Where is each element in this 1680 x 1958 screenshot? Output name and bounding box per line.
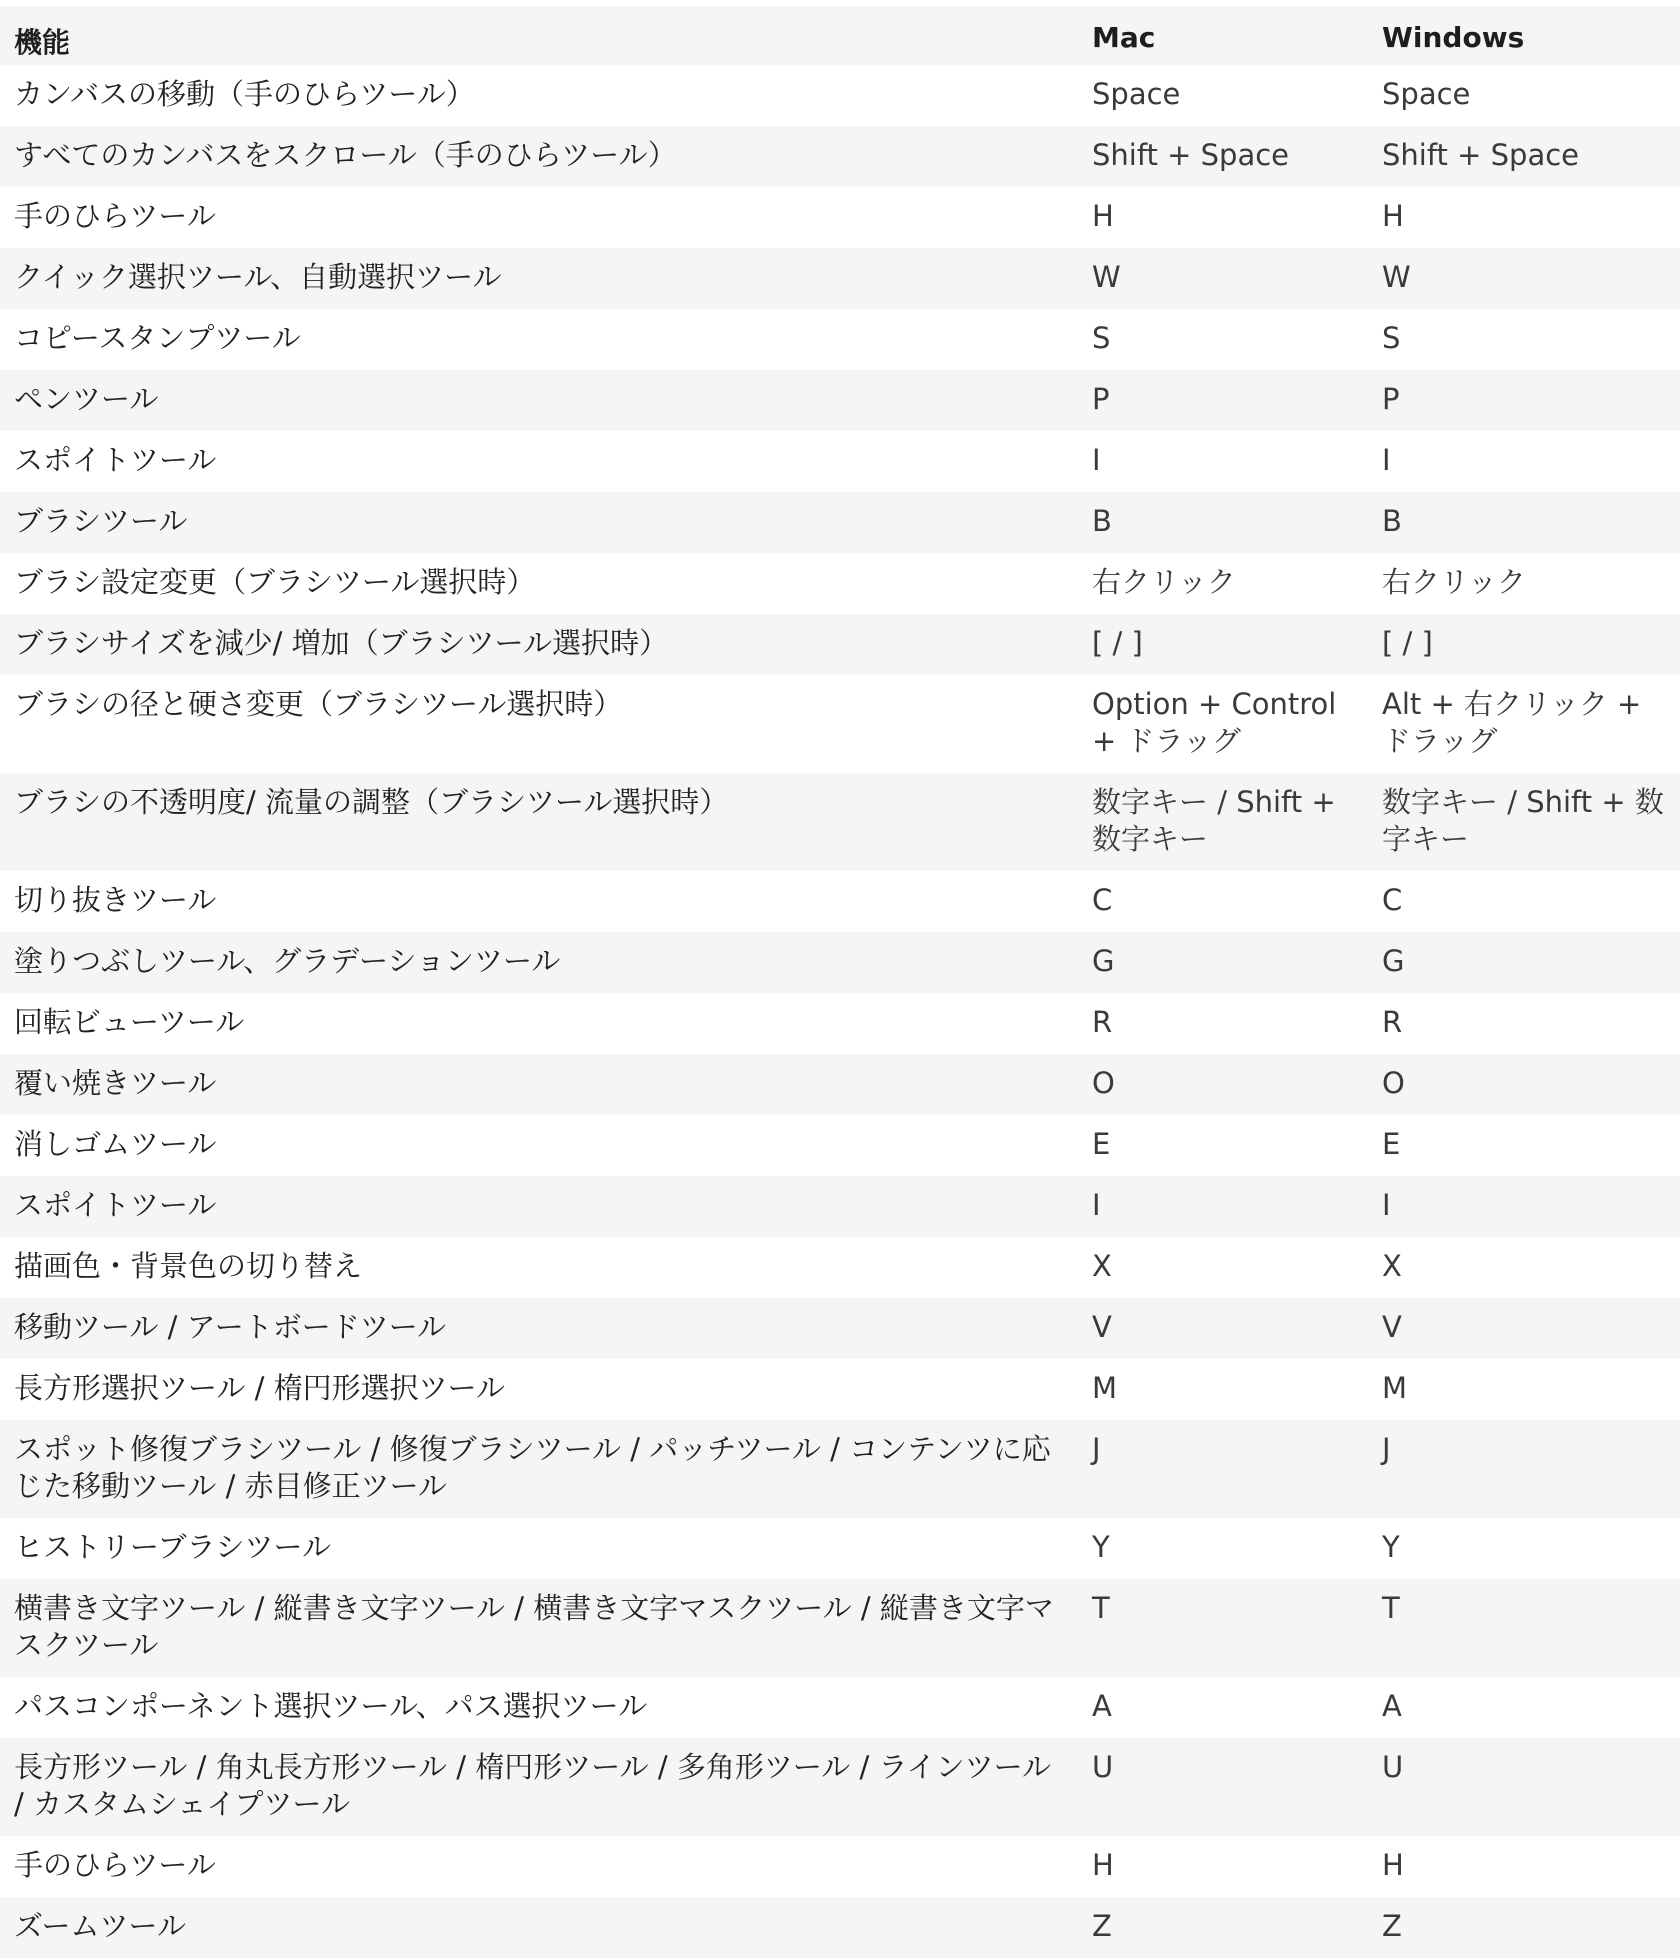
windows-shortcut-cell: W [1368,248,1680,309]
table-row [0,1738,1680,1836]
windows-shortcut-cell: I [1368,1176,1680,1237]
mac-shortcut-cell: 数字キー / Shift + 数字キー [1078,773,1368,871]
header-windows: Windows [1368,6,1680,65]
windows-shortcut-cell: U [1368,1738,1680,1836]
function-cell: 手のひらツール [0,1836,1078,1897]
windows-shortcut-cell: Shift + Space [1368,126,1680,187]
header-function: 機能 [0,6,1078,65]
windows-shortcut-cell: C [1368,871,1680,932]
table-body [0,65,1680,1958]
table-row [0,492,1680,553]
table-row [0,553,1680,614]
mac-shortcut-cell: [ / ] [1078,614,1368,675]
mac-shortcut-cell: Space [1078,65,1368,126]
function-cell: カンバスの移動（手のひらツール） [0,65,1078,126]
function-cell: クイック選択ツール、自動選択ツール [0,248,1078,309]
mac-shortcut-cell: Y [1078,1518,1368,1579]
windows-shortcut-cell: G [1368,932,1680,993]
mac-shortcut-cell: P [1078,370,1368,431]
mac-shortcut-cell: Z [1078,1897,1368,1958]
table-row [0,614,1680,675]
table-row [0,1677,1680,1738]
windows-shortcut-cell: Z [1368,1897,1680,1958]
windows-shortcut-cell: 右クリック [1368,553,1680,614]
table-row [0,1115,1680,1176]
table-row [0,1518,1680,1579]
function-cell: 長方形ツール / 角丸長方形ツール / 楕円形ツール / 多角形ツール / ラインツール / カスタムシェイプツール [0,1738,1078,1836]
mac-shortcut-cell: Option + Control + ドラッグ [1078,675,1368,773]
function-cell: ブラシサイズを減少/ 増加（ブラシツール選択時） [0,614,1078,675]
mac-shortcut-cell: G [1078,932,1368,993]
mac-shortcut-cell: 右クリック [1078,553,1368,614]
table-row [0,370,1680,431]
function-cell: スポット修復ブラシツール / 修復ブラシツール / パッチツール / コンテンツに応じた移動ツール / 赤目修正ツール [0,1420,1078,1518]
windows-shortcut-cell: Y [1368,1518,1680,1579]
function-cell: すべてのカンバスをスクロール（手のひらツール） [0,126,1078,187]
function-cell: 塗りつぶしツール、グラデーションツール [0,932,1078,993]
table-row [0,1836,1680,1897]
windows-shortcut-cell: X [1368,1237,1680,1298]
function-cell: 切り抜きツール [0,871,1078,932]
function-cell: ペンツール [0,370,1078,431]
windows-shortcut-cell: R [1368,993,1680,1054]
function-cell: 回転ビューツール [0,993,1078,1054]
table-row [0,1054,1680,1115]
windows-shortcut-cell: I [1368,431,1680,492]
function-cell: ブラシツール [0,492,1078,553]
function-cell: ズームツール [0,1897,1078,1958]
table-row [0,65,1680,126]
windows-shortcut-cell: 数字キー / Shift + 数字キー [1368,773,1680,871]
windows-shortcut-cell: E [1368,1115,1680,1176]
windows-shortcut-cell: S [1368,309,1680,370]
mac-shortcut-cell: A [1078,1677,1368,1738]
function-cell: ブラシの不透明度/ 流量の調整（ブラシツール選択時） [0,773,1078,871]
table-row [0,871,1680,932]
function-cell: 長方形選択ツール / 楕円形選択ツール [0,1359,1078,1420]
mac-shortcut-cell: T [1078,1579,1368,1677]
windows-shortcut-cell: M [1368,1359,1680,1420]
table-row [0,1359,1680,1420]
table-row [0,675,1680,773]
table-row [0,1298,1680,1359]
mac-shortcut-cell: W [1078,248,1368,309]
table-row [0,993,1680,1054]
windows-shortcut-cell: O [1368,1054,1680,1115]
mac-shortcut-cell: C [1078,871,1368,932]
windows-shortcut-cell: P [1368,370,1680,431]
function-cell: コピースタンプツール [0,309,1078,370]
function-cell: 覆い焼きツール [0,1054,1078,1115]
function-cell: ブラシの径と硬さ変更（ブラシツール選択時） [0,675,1078,773]
table-row [0,932,1680,993]
table-row [0,126,1680,187]
mac-shortcut-cell: U [1078,1738,1368,1836]
function-cell: ヒストリーブラシツール [0,1518,1078,1579]
mac-shortcut-cell: S [1078,309,1368,370]
table-row [0,309,1680,370]
windows-shortcut-cell: H [1368,187,1680,248]
mac-shortcut-cell: V [1078,1298,1368,1359]
function-cell: スポイトツール [0,431,1078,492]
header-mac: Mac [1078,6,1368,65]
mac-shortcut-cell: B [1078,492,1368,553]
windows-shortcut-cell: J [1368,1420,1680,1518]
table-row [0,1237,1680,1298]
function-cell: ブラシ設定変更（ブラシツール選択時） [0,553,1078,614]
table-row [0,248,1680,309]
table-header [0,6,1680,65]
mac-shortcut-cell: R [1078,993,1368,1054]
mac-shortcut-cell: H [1078,187,1368,248]
function-cell: スポイトツール [0,1176,1078,1237]
windows-shortcut-cell: A [1368,1677,1680,1738]
windows-shortcut-cell: V [1368,1298,1680,1359]
windows-shortcut-cell: H [1368,1836,1680,1897]
table-row [0,1897,1680,1958]
mac-shortcut-cell: J [1078,1420,1368,1518]
windows-shortcut-cell: B [1368,492,1680,553]
function-cell: 描画色・背景色の切り替え [0,1237,1078,1298]
function-cell: 消しゴムツール [0,1115,1078,1176]
mac-shortcut-cell: O [1078,1054,1368,1115]
function-cell: 手のひらツール [0,187,1078,248]
windows-shortcut-cell: T [1368,1579,1680,1677]
table-row [0,1579,1680,1677]
mac-shortcut-cell: M [1078,1359,1368,1420]
windows-shortcut-cell: [ / ] [1368,614,1680,675]
function-cell: 横書き文字ツール / 縦書き文字ツール / 横書き文字マスクツール / 縦書き文字マスクツール [0,1579,1078,1677]
windows-shortcut-cell: Space [1368,65,1680,126]
mac-shortcut-cell: I [1078,1176,1368,1237]
mac-shortcut-cell: X [1078,1237,1368,1298]
mac-shortcut-cell: I [1078,431,1368,492]
function-cell: パスコンポーネント選択ツール、パス選択ツール [0,1677,1078,1738]
table-row [0,1176,1680,1237]
mac-shortcut-cell: E [1078,1115,1368,1176]
mac-shortcut-cell: Shift + Space [1078,126,1368,187]
windows-shortcut-cell: Alt + 右クリック + ドラッグ [1368,675,1680,773]
shortcut-table [0,6,1680,1958]
table-row [0,1420,1680,1518]
header-row [0,6,1680,65]
function-cell: 移動ツール / アートボードツール [0,1298,1078,1359]
table-row [0,773,1680,871]
table-row [0,431,1680,492]
table-row [0,187,1680,248]
mac-shortcut-cell: H [1078,1836,1368,1897]
